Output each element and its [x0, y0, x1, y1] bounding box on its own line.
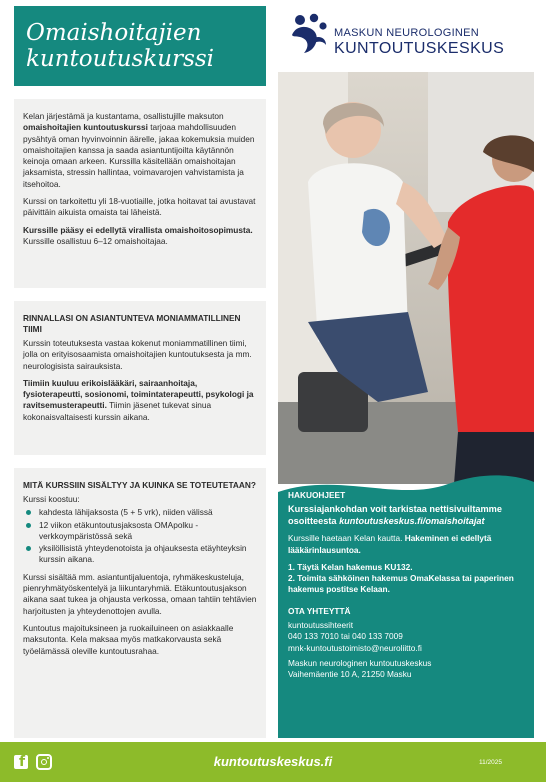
logo: [290, 13, 535, 63]
facebook-icon[interactable]: f: [14, 755, 28, 769]
team-heading: RINNALLASI ON ASIANTUNTEVA MONIAMMATILLINEN TIIMI: [23, 313, 241, 334]
content-list: [23, 507, 258, 565]
list-item: kahdesta lähijaksosta (5 + 5 vrk), niiden välissä: [23, 507, 258, 518]
rehab-photo: [278, 72, 534, 484]
content-intro: Kurssi koostuu:: [23, 494, 80, 504]
footer-website[interactable]: kuntoutuskeskus.fi: [213, 754, 333, 769]
contact-address: Vaihemäentie 10 A, 21250 Masku: [288, 669, 412, 680]
contact-name: kuntoutussihteerit: [288, 620, 354, 631]
list-item: 12 viikon etäkuntoutusjaksosta OMApolku -verkkoympäristössä sekä: [23, 520, 258, 543]
content-heading: MITÄ KURSSIIN SISÄLTYY JA KUINKA SE TOTEUTETAAN?: [23, 480, 256, 490]
team-panel: [14, 301, 266, 455]
apply-link[interactable]: kuntoutuskeskus.fi/omaishoitajat: [339, 515, 485, 526]
contact-address-block: [288, 658, 526, 681]
apply-lead: Kurssiajankohdan voit tarkistaa nettisivuiltamme osoitteesta kuntoutuskeskus.fi/omaishoitajat: [288, 504, 502, 526]
content-panel: [14, 468, 266, 738]
logo-mark-icon: [290, 13, 330, 55]
bullet-icon: [26, 546, 31, 551]
contact-org: Maskun neurologinen kuntoutuskeskus: [288, 657, 432, 668]
contact-phones: 040 133 7010 tai 040 133 7009: [288, 631, 403, 642]
contact-heading: OTA YHTEYTTÄ: [288, 605, 351, 616]
footer-date: 11/2025: [478, 759, 502, 766]
logo-line-2: KUNTOUTUSKESKUS: [334, 40, 505, 57]
bullet-icon: [26, 510, 31, 515]
apply-panel: [278, 462, 534, 738]
team-paragraph-1: Kurssin toteutuksesta vastaa kokenut moniammatillinen tiimi, jolla on erityisosaamista omaishoitajien kuntoutuksesta ja mm. neurologisista sairauksista.: [23, 338, 252, 371]
footer: [0, 742, 546, 782]
intro-panel: [14, 99, 266, 288]
page-title: Omaishoitajien kuntoutuskurssi: [26, 20, 215, 72]
intro-paragraph-2: Kurssi on tarkoitettu yli 18-vuotiaille, jotka hoitavat tai avustavat päivittäin aikuista omaista tai läheistä.: [23, 196, 256, 218]
apply-text: Kurssille haetaan Kelan kautta. Hakeminen ei edellytä lääkärinlausuntoa.: [288, 533, 492, 555]
apply-heading: HAKUOHJEET: [288, 490, 346, 500]
apply-step-2: 2. Toimita sähköinen hakemus OmaKelassa tai paperinen hakemus postitse Kelaan.: [288, 573, 514, 595]
bullet-icon: [26, 523, 31, 528]
content-paragraph-1: Kurssi sisältää mm. asiantuntijaluentoja, ryhmäkeskusteluja, pienryhmätyöskentelyä ja liikuntaryhmiä. Etäkuntoutusjakson aikana saat tukea ja ohjausta verkossa, omaan tahtiin tehtävien harjoitusten ja yhteydenottojen avulla.: [23, 571, 257, 616]
contact-info: [288, 620, 526, 654]
contact-email[interactable]: mnk-kuntoutustoimisto@neuroliitto.fi: [288, 642, 422, 653]
intro-paragraph-3: Kurssille pääsy ei edellytä virallista omaishoitosopimusta. Kurssille osallistuu 6–12 omaishoitajaa.: [23, 224, 253, 246]
intro-paragraph-1: Kelan järjestämä ja kustantama, osallistujille maksuton omaishoitajien kuntoutuskurssi tarjoaa mahdollisuuden pysähtyä oman hyvinvoinnin äärelle, jakaa kokemuksia muiden omaishoitajien kanssa ja saada asiantuntijoilta käytännön keinoja omaan arkeen. Kurssilla käsitellään omaishoitajan jaksamista, stressin hallintaa, voimavarojen vahvistamista ja itsehoitoa.: [23, 111, 255, 189]
apply-step-1: 1. Täytä Kelan hakemus KU132.: [288, 561, 413, 572]
logo-line-1: MASKUN NEUROLOGINEN: [334, 27, 480, 39]
title-banner: [14, 6, 266, 86]
content-paragraph-2: Kuntoutus majoituksineen ja ruokailuineen on asiakkaalle maksutonta. Kela maksaa myös matkakorvausta sekä työelämässä oleville kuntoutusrahaa.: [23, 622, 234, 656]
team-paragraph-2: Tiimiin kuuluu erikoislääkäri, sairaanhoitaja, fysioterapeutti, sosionomi, toimintaterapeutti, psykologi ja ravitsemusterapeutti. Tiimin jäsenet tukevat sinua kokonaisvaltaisesti kurssin aikana.: [23, 377, 254, 422]
list-item: yksilöllisistä yhteydenotoista ja ohjauksesta etäyhteyksin kurssin aikana.: [23, 543, 258, 566]
